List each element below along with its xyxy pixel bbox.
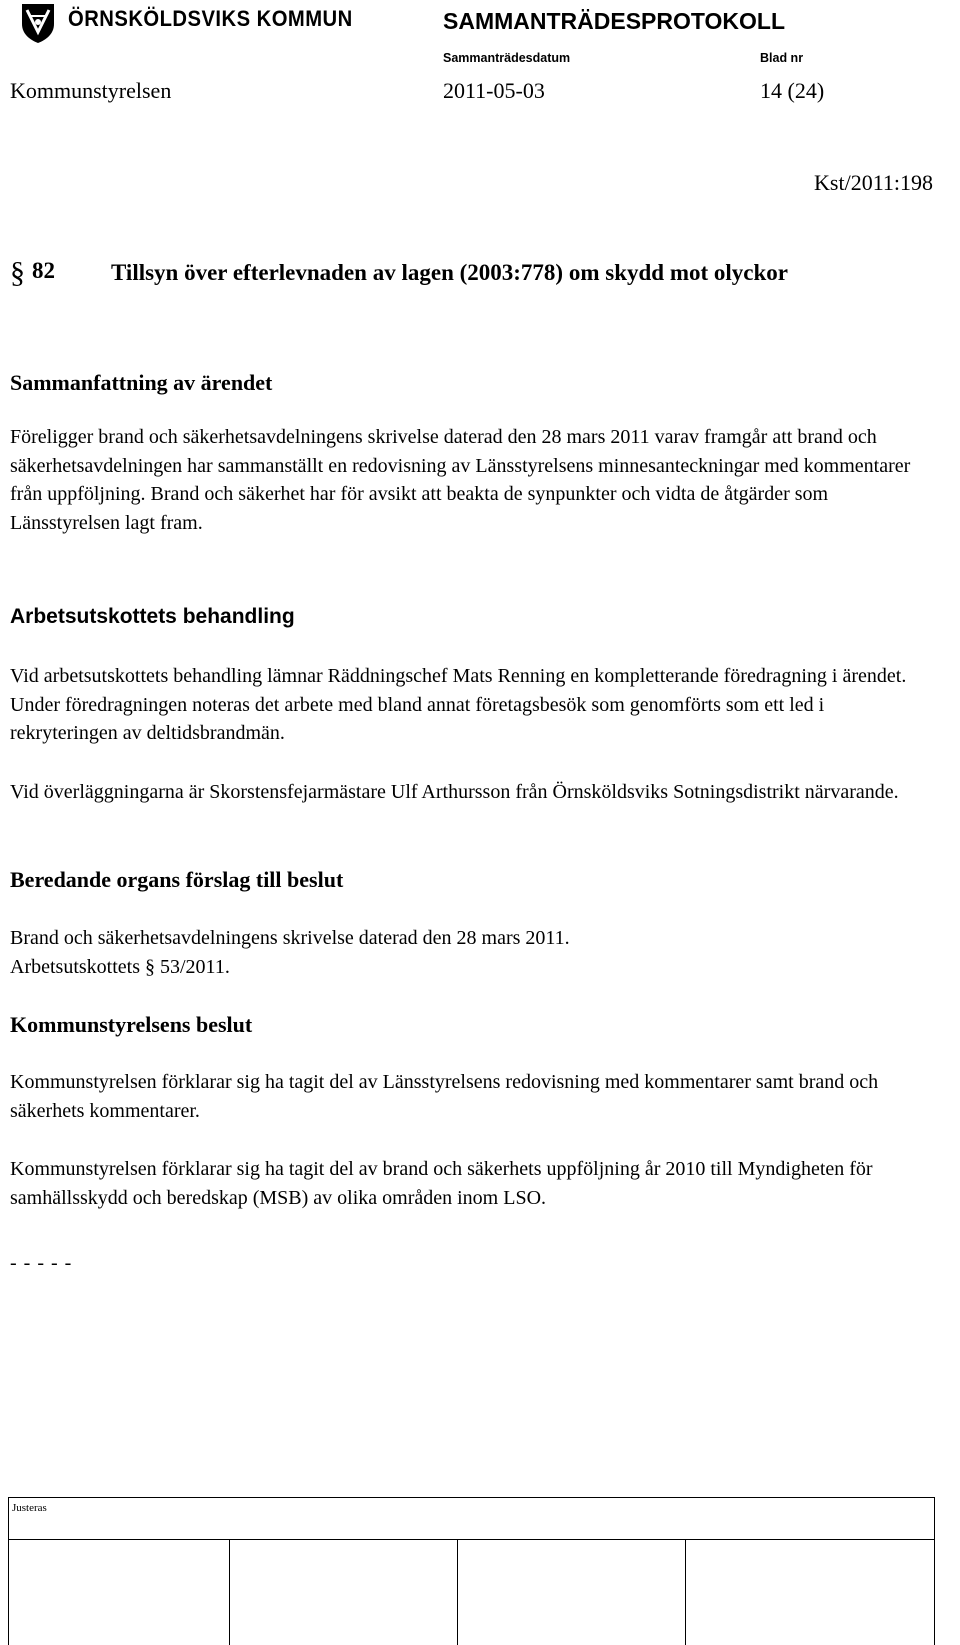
document-type: SAMMANTRÄDESPROTOKOLL [443, 8, 786, 34]
signature-divider [229, 1539, 230, 1645]
summary-heading: Sammanfattning av ärendet [10, 370, 273, 395]
page-number: 14 (24) [760, 78, 825, 103]
proposal-line-2 [10, 953, 925, 982]
decision-text-1: Kommunstyrelsen förklarar sig ha tagit del av Länsstyrelsens redovisning med kommentarer samt brand och säkerhets kommentarer. [10, 1071, 879, 1122]
proposal-line-2-prefix: Arbetsutskottets [10, 956, 140, 978]
committee-heading: Arbetsutskottets behandling [10, 605, 295, 628]
reference-number: Kst/2011:198 [814, 170, 933, 195]
proposal-line-2-suffix: 53/2011. [160, 956, 230, 978]
municipality-name: ÖRNSKÖLDSVIKS KOMMUN [68, 6, 353, 31]
committee-text-1: Vid arbetsutskottets behandling lämnar Räddningschef Mats Renning en kompletterande föredragning i ärendet. Under föredragningen noteras det arbete med bland annat företagsbesök som genomförts som ett led i rekryteringen av deltidsbrandmän. [10, 665, 907, 745]
municipality-coat-of-arms-icon [20, 2, 56, 44]
item-number: 82 [32, 258, 55, 283]
body-name: Kommunstyrelsen [10, 78, 172, 103]
page-label: Blad nr [760, 51, 804, 65]
decision-text-2: Kommunstyrelsen förklarar sig ha tagit del av brand och säkerhets uppföljning år 2010 till Myndigheten för samhällsskydd och beredskap (MSB) av olika områden inom LSO. [10, 1158, 873, 1209]
justeras-label: Justeras [12, 1502, 47, 1514]
decision-heading: Kommunstyrelsens beslut [10, 1012, 253, 1037]
committee-text-2: Vid överläggningarna är Skorstensfejarmästare Ulf Arthursson från Örnsköldsviks Sotningsdistrikt närvarande. [10, 781, 899, 803]
signature-row [8, 1539, 935, 1645]
proposal-line-1: Brand och säkerhetsavdelningens skrivelse daterad den 28 mars 2011. [10, 927, 570, 949]
signature-divider [457, 1539, 458, 1645]
paragraph-sign: § [10, 256, 25, 289]
date-label: Sammanträdesdatum [443, 51, 571, 65]
proposal-paragraph-sign: § [145, 956, 155, 978]
end-marker: - - - - - [10, 1252, 73, 1274]
summary-text: Föreligger brand och säkerhetsavdelningens skrivelse daterad den 28 mars 2011 varav framgår att brand och säkerhetsavdelningen har sammanställt en redovisning av Länsstyrelsens minnesanteckningar med kommentarer från uppföljning. Brand och säkerhet har för avsikt att beakta de synpunkter och vidta de åtgärder som Länsstyrelsen lagt fram. [10, 426, 911, 535]
meeting-date: 2011-05-03 [443, 78, 545, 103]
proposal-heading: Beredande organs förslag till beslut [10, 867, 344, 892]
signature-divider [685, 1539, 686, 1645]
item-title: Tillsyn över efterlevnaden av lagen (2003:778) om skydd mot olyckor [111, 260, 788, 285]
